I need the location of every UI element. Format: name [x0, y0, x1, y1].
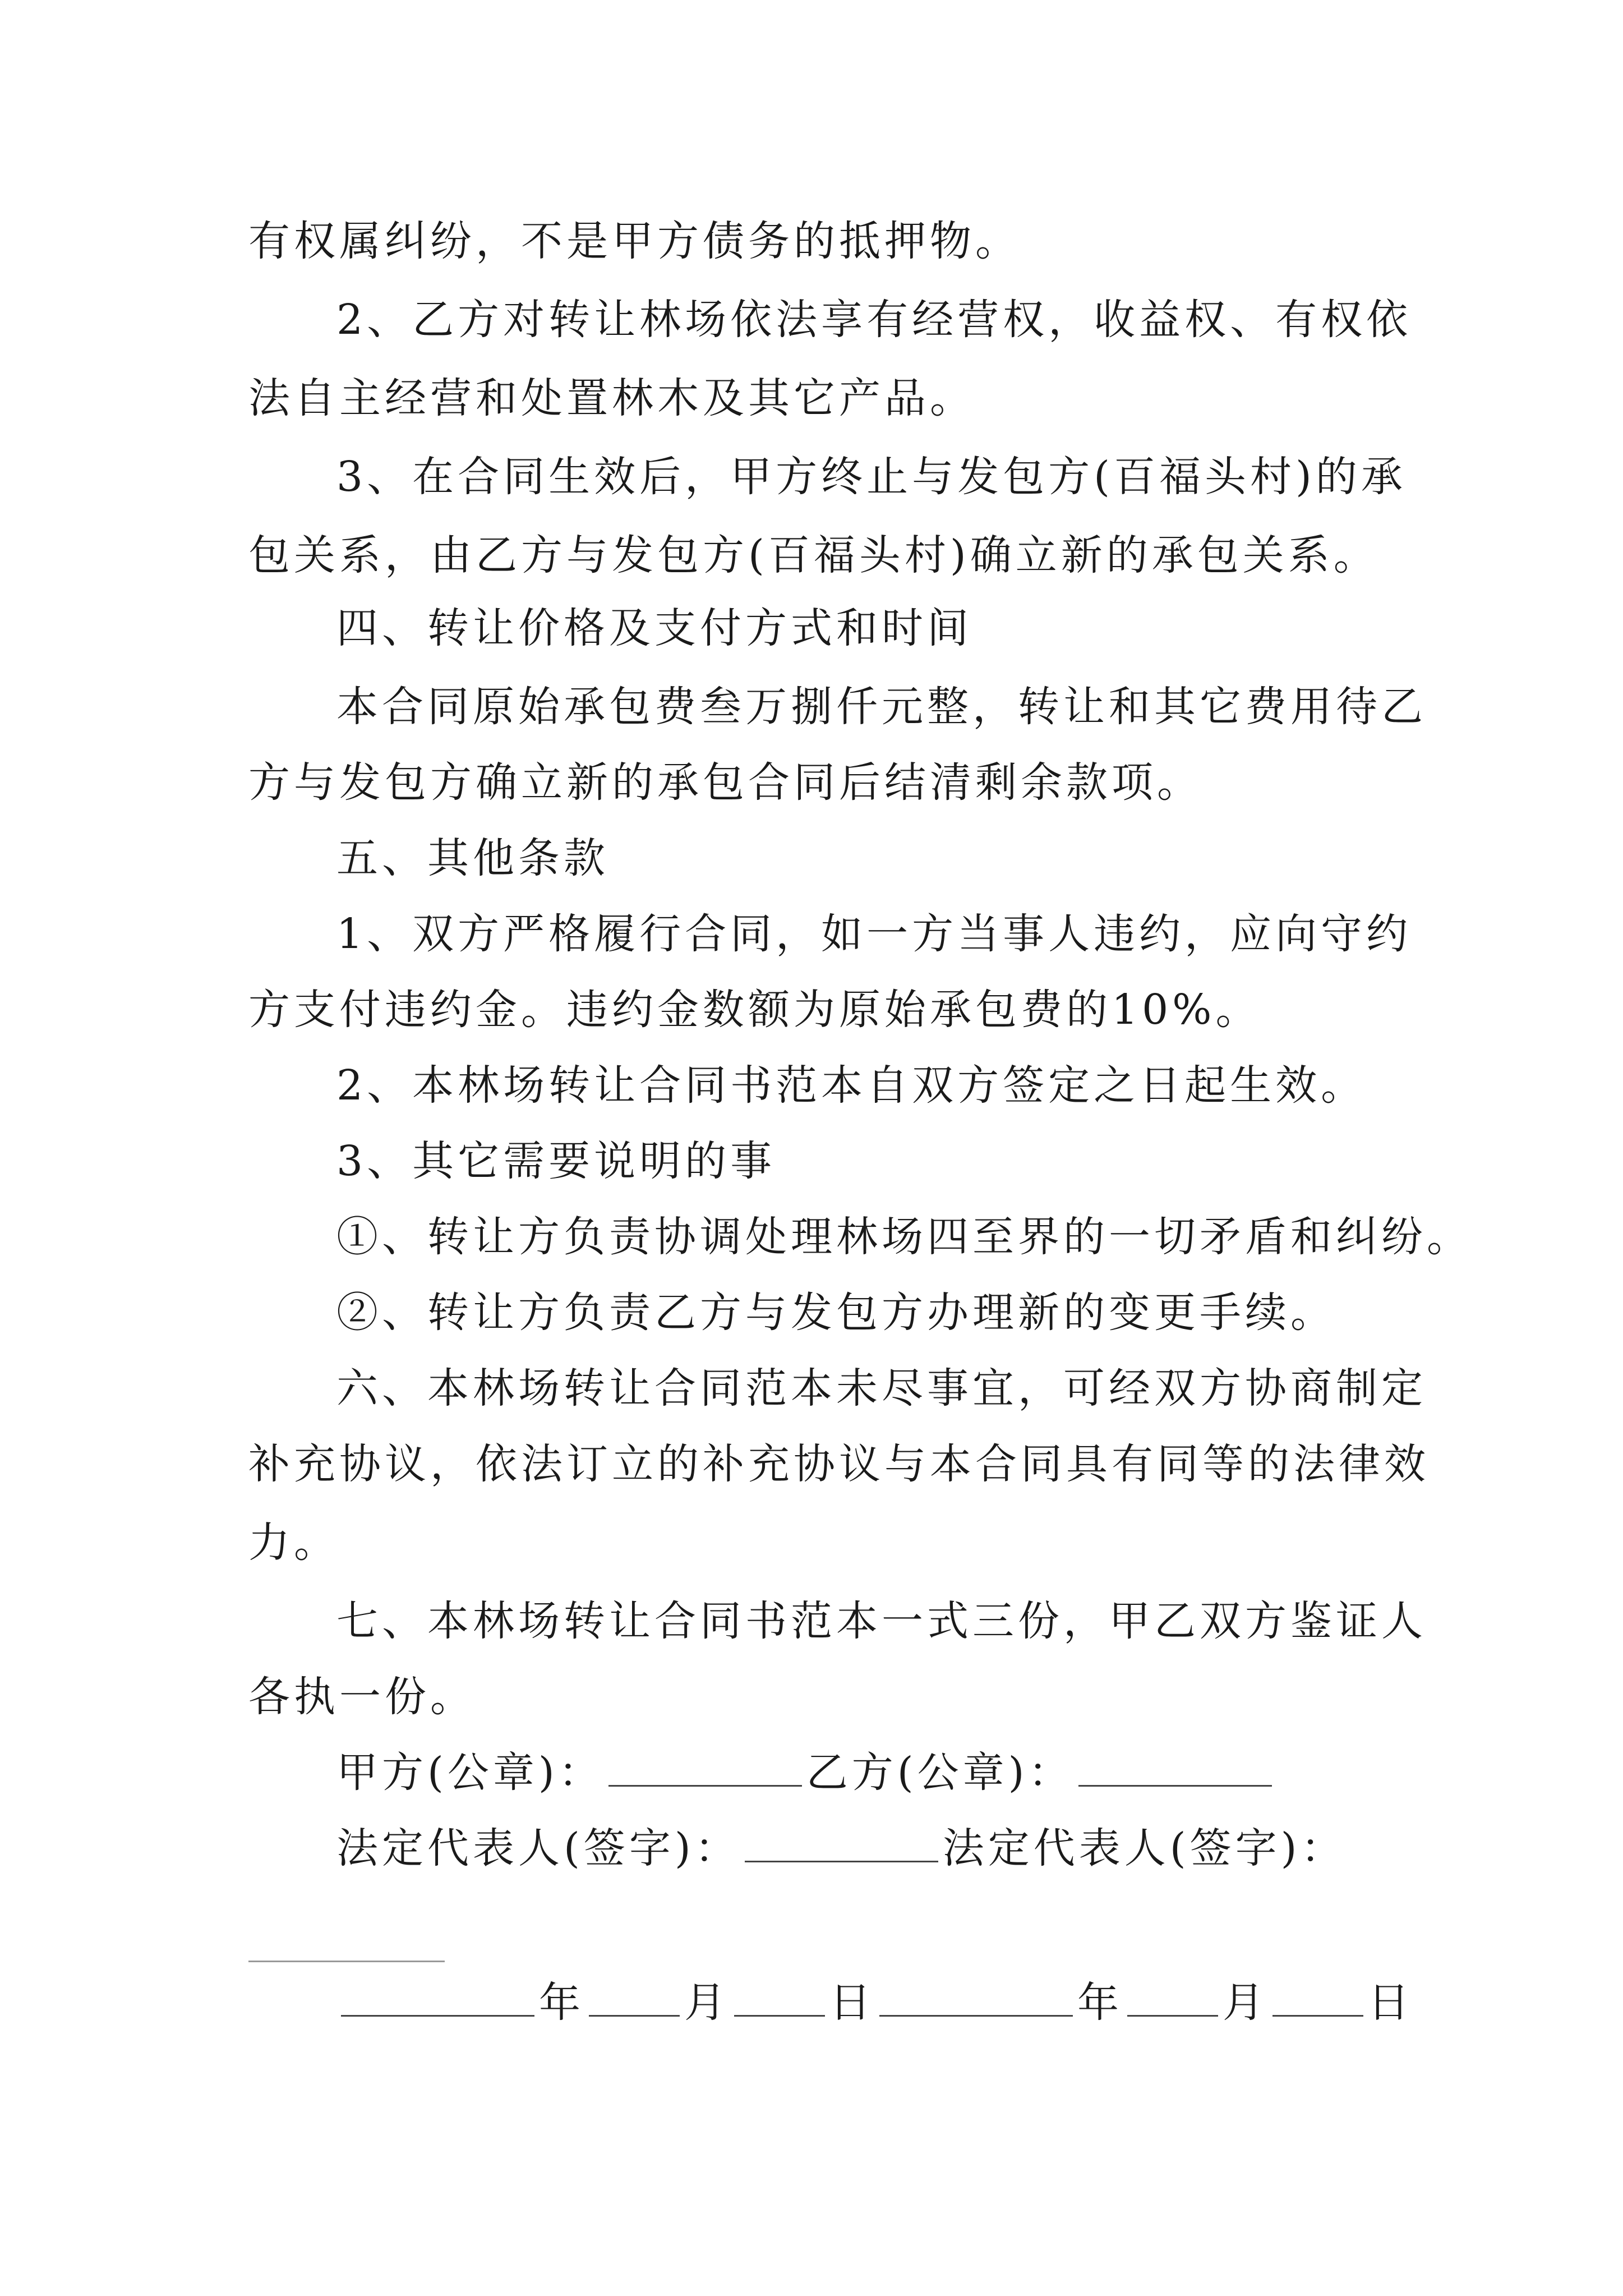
- party-b-day-blank[interactable]: [1272, 1980, 1363, 2017]
- party-a-day-blank[interactable]: [734, 1980, 825, 2017]
- representative-line: [336, 1820, 1402, 1876]
- party-b-rep-label: 法定代表人(签字)：: [942, 1824, 1347, 1872]
- text-line: 方支付违约金。违约金数额为原始承包费的10%。: [248, 986, 1261, 1034]
- text-line: 七、本林场转让合同书范本一式三份，甲乙双方鉴证人: [336, 1597, 1427, 1645]
- text-line: 2、本林场转让合同书范本自双方签定之日起生效。: [336, 1061, 1367, 1110]
- text-line: 3、其它需要说明的事: [336, 1137, 776, 1185]
- party-a-rep-blank[interactable]: [745, 1826, 938, 1862]
- party-b-seal-blank[interactable]: [1078, 1750, 1272, 1787]
- text-line: 方与发包方确立新的承包合同后结清剩余款项。: [248, 758, 1202, 807]
- month-label: 月: [684, 1978, 730, 2027]
- text-line: 1、双方严格履行合同，如一方当事人违约，应向守约: [336, 910, 1412, 958]
- section-heading: 四、转让价格及支付方式和时间: [336, 604, 972, 652]
- party-a-seal-blank[interactable]: [608, 1750, 802, 1787]
- text-line: 法自主经营和处置林木及其它产品。: [248, 374, 975, 422]
- text-line: 本合同原始承包费叁万捌仟元整，转让和其它费用待乙: [336, 683, 1427, 731]
- party-b-year-blank[interactable]: [879, 1980, 1073, 2017]
- year-label: 年: [539, 1978, 584, 2027]
- year-label: 年: [1077, 1978, 1123, 2027]
- text-line: 包关系，由乙方与发包方(百福头村)确立新的承包关系。: [248, 531, 1379, 579]
- party-a-year-blank[interactable]: [341, 1980, 534, 2017]
- text-line: 3、在合同生效后，甲方终止与发包方(百福头村)的承: [336, 453, 1407, 501]
- text-line: 力。: [248, 1519, 339, 1567]
- text-line: 各执一份。: [248, 1673, 476, 1721]
- seal-line: [336, 1745, 1402, 1801]
- text-line: 有权属纠纷，不是甲方债务的抵押物。: [248, 217, 1021, 265]
- party-a-rep-label: 法定代表人(签字)：: [336, 1824, 740, 1872]
- party-a-month-blank[interactable]: [589, 1980, 680, 2017]
- text-line: 补充协议，依法订立的补充协议与本合同具有同等的法律效: [248, 1440, 1430, 1488]
- text-line: ②、转让方负责乙方与发包方办理新的变更手续。: [336, 1289, 1336, 1337]
- text-line: ①、转让方负责协调处理林场四至界的一切矛盾和纠纷。: [336, 1213, 1472, 1261]
- text-line: 六、本林场转让合同范本未尽事宜，可经双方协商制定: [336, 1364, 1427, 1412]
- party-b-month-blank[interactable]: [1127, 1980, 1218, 2017]
- party-a-seal-label: 甲方(公章)：: [336, 1749, 604, 1797]
- party-b-seal-label: 乙方(公章)：: [806, 1749, 1074, 1797]
- party-b-rep-blank[interactable]: [248, 1961, 445, 1962]
- section-heading: 五、其他条款: [336, 834, 609, 882]
- date-line: [336, 1975, 1413, 2031]
- month-label: 月: [1223, 1978, 1268, 2027]
- day-label: 日: [1368, 1978, 1413, 2027]
- day-label: 日: [829, 1978, 875, 2027]
- text-line: 2、乙方对转让林场依法享有经营权，收益权、有权依: [336, 296, 1412, 344]
